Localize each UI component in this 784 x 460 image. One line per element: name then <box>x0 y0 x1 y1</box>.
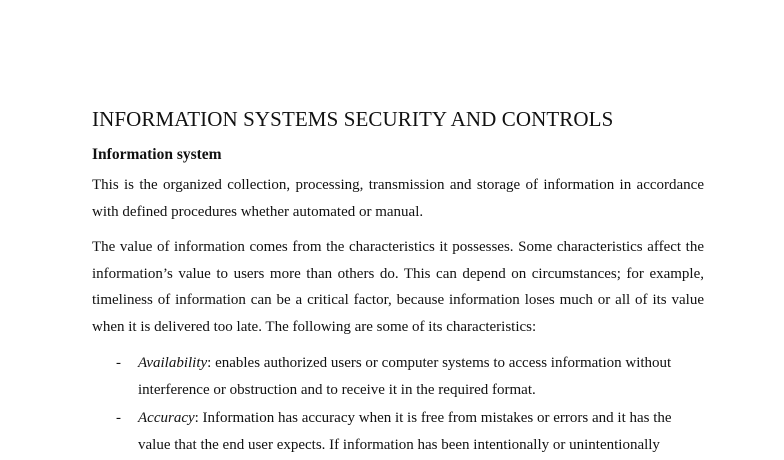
definition-accuracy: : Information has accuracy when it is free from mistakes or errors and it has the value that the end user expects. If information has been intentionally or unintentionally <box>138 410 672 453</box>
bullet-marker: - <box>116 355 121 371</box>
document-title: INFORMATION SYSTEMS SECURITY AND CONTROLS <box>92 107 614 131</box>
list-item-availability <box>92 350 704 403</box>
term-availability: Availability <box>138 355 208 371</box>
definition-availability: : enables authorized users or computer systems to access information without interference or obstruction and to receive it in the required format. <box>138 355 672 398</box>
paragraph-definition: This is the organized collection, processing, transmission and storage of information in accordance with defined procedures whether automated or manual. <box>92 177 704 220</box>
paragraph-value: The value of information comes from the characteristics it possesses. Some characteristics affect the information’s value to users more than others do. This can depend on circumstances; for example, timeliness of information can be a critical factor, because information loses much or all of its value when it is delivered too late. The following are some of its characteristics: <box>92 239 704 335</box>
section-heading: Information system <box>92 146 222 163</box>
characteristics-list <box>92 350 704 460</box>
term-accuracy: Accuracy <box>138 410 195 426</box>
list-item-accuracy <box>92 405 704 458</box>
bullet-marker: - <box>116 410 121 426</box>
